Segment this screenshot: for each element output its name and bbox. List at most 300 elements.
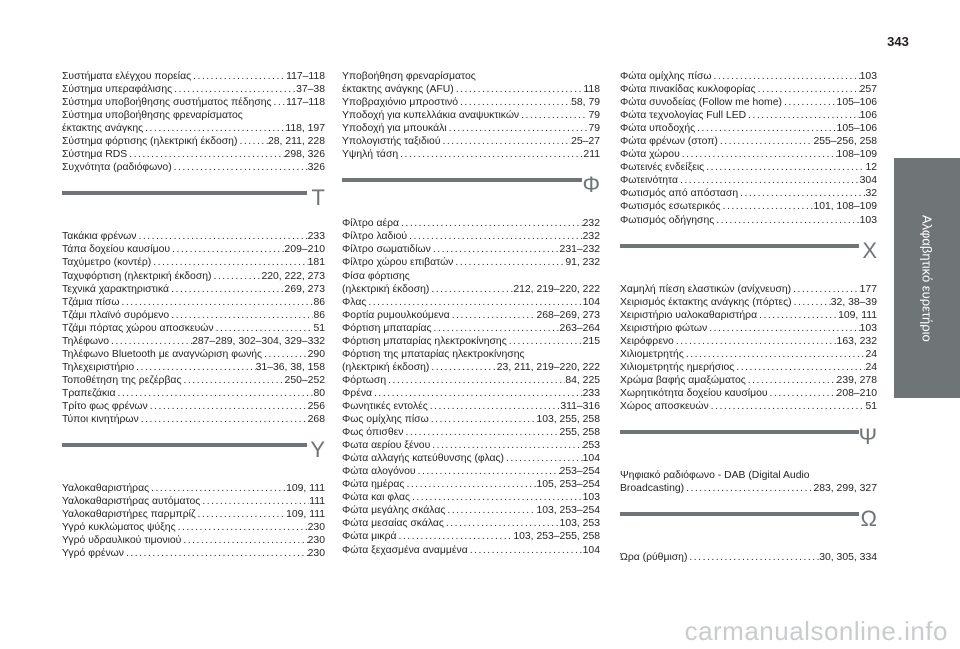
index-entry-row xyxy=(342,217,600,230)
index-column-1 xyxy=(62,70,325,560)
index-entry-pages: 232 xyxy=(582,218,600,230)
index-entry-row xyxy=(62,122,325,135)
index-entry-pages: 211 xyxy=(583,149,600,161)
index-entry xyxy=(620,400,877,413)
index-entry-pages: 250–252 xyxy=(284,374,325,386)
leader-dots xyxy=(119,296,313,309)
index-entry xyxy=(62,521,325,534)
leader-dots xyxy=(444,517,560,530)
index-entry-term: Φωτισμός από απόσταση xyxy=(620,188,739,200)
index-entry xyxy=(342,109,600,122)
index-entry-pages: 326 xyxy=(307,162,325,174)
index-entry-pages: 233 xyxy=(307,231,325,243)
index-entry-row xyxy=(342,530,600,543)
index-entry-term: Broadcasting) xyxy=(620,483,685,495)
leader-dots xyxy=(262,348,308,361)
leader-dots xyxy=(441,135,572,148)
index-entry-pages: 104 xyxy=(582,453,600,465)
index-entry xyxy=(62,400,325,413)
index-entry xyxy=(62,96,325,109)
index-entry-pages: 103 xyxy=(582,492,600,504)
index-entry-term: Ταχυφόρτιση (ηλεκτρική έκδοση) xyxy=(62,270,212,282)
index-entry-pages: 79 xyxy=(588,110,600,122)
index-entry-row xyxy=(620,322,877,335)
index-entry-pages: 311–316 xyxy=(560,400,600,412)
index-entry-row xyxy=(342,256,600,269)
index-entry-pages: 103, 253–255, 258 xyxy=(513,531,600,543)
index-entry-row xyxy=(62,521,325,534)
leader-dots xyxy=(714,214,859,227)
index-entry-term: Φώτα ομίχλης πίσω xyxy=(620,71,712,82)
index-entry-row xyxy=(342,83,600,96)
index-entry-row xyxy=(342,296,600,309)
leader-dots xyxy=(428,400,561,413)
index-entry-pages: 230 xyxy=(307,522,325,534)
index-entry-term: Υγρό υδραυλικού τιμονιού xyxy=(62,535,182,547)
leader-dots xyxy=(115,387,313,400)
index-entry-pages: 290 xyxy=(307,348,325,360)
leader-dots xyxy=(712,70,860,83)
index-entry-term: Φόρτιση μπαταρίας xyxy=(342,322,432,334)
index-entry-term: Υποβραχιόνιο μπροστινό xyxy=(342,97,458,109)
index-entry-term: Φίλτρο χώρου επιβατών xyxy=(342,257,454,269)
index-entry-row xyxy=(342,335,600,348)
index-entry xyxy=(62,161,325,174)
index-entry xyxy=(62,70,325,83)
leader-dots xyxy=(429,283,513,296)
leader-dots xyxy=(445,504,536,517)
page-number: 343 xyxy=(887,34,909,49)
index-entry-term: Τηλέφωνο Bluetooth με αναγνώριση φωνής xyxy=(62,348,263,360)
leader-dots xyxy=(399,217,583,230)
index-entry xyxy=(620,122,877,135)
index-entry-line: Φίσα φόρτισης xyxy=(342,270,410,282)
index-entry-pages: 269, 273 xyxy=(284,283,325,295)
index-entry-term: Χειρισμός έκτακτης ανάγκης (πόρτες) xyxy=(620,296,792,308)
leader-dots xyxy=(397,530,514,543)
index-entry-pages: 283, 299, 327 xyxy=(813,483,877,495)
index-entry-term: Φώτα χώρου xyxy=(620,149,680,161)
index-entry-row xyxy=(620,83,877,96)
index-entry-row xyxy=(342,361,600,374)
index-entry-term: Φωτα αερίου ξένου xyxy=(342,440,431,452)
leader-dots xyxy=(707,322,859,335)
leader-dots xyxy=(746,109,860,122)
index-entry-term: Χειρόφρενο xyxy=(620,335,674,347)
leader-dots xyxy=(416,465,560,478)
leader-dots xyxy=(109,335,192,348)
index-entry-row xyxy=(62,270,325,283)
leader-dots xyxy=(680,148,837,161)
index-entry-term: Σύστημα υπεραφάλισης xyxy=(62,84,173,96)
leader-dots xyxy=(170,243,284,256)
leader-dots xyxy=(468,544,583,557)
index-entry xyxy=(342,122,600,135)
index-entry-pages: 28, 211, 228 xyxy=(267,136,325,148)
leader-dots xyxy=(695,122,836,135)
index-entry-row xyxy=(620,161,877,174)
index-entry-term: Υγρό κυκλώματος ψύξης xyxy=(62,522,176,534)
index-entry-row xyxy=(62,296,325,309)
index-entry xyxy=(620,200,877,213)
index-entry-row xyxy=(62,96,325,109)
index-entry-pages: 253–254 xyxy=(559,466,600,478)
index-entry xyxy=(62,135,325,148)
index-entry-pages: 108–109 xyxy=(836,149,877,161)
index-entry xyxy=(620,148,877,161)
index-entry-row xyxy=(62,374,325,387)
leader-dots xyxy=(792,296,831,309)
index-entry xyxy=(342,348,600,374)
index-entry-term: Χειριστήριο φώτων xyxy=(620,322,708,334)
index-entry-row xyxy=(342,96,600,109)
index-entry-term: Φώτα συνοδείας (Follow me home) xyxy=(620,97,782,109)
index-entry-term: Χώρος αποσκευών xyxy=(620,400,709,412)
index-entry-pages: 24 xyxy=(865,348,877,360)
leader-dots xyxy=(127,148,284,161)
index-entry-pages: 181 xyxy=(307,257,325,269)
index-entry-pages: 80 xyxy=(313,387,325,399)
index-entry-row xyxy=(62,361,325,374)
index-entry xyxy=(62,296,325,309)
index-entry-term: Φρένα xyxy=(342,387,373,399)
index-entry-row xyxy=(342,452,600,465)
index-entry-pages: 103 xyxy=(859,322,877,334)
index-entry xyxy=(62,413,325,426)
section-rule xyxy=(620,244,859,248)
index-entry-pages: 118, 197 xyxy=(285,123,325,135)
index-entry-pages: 24 xyxy=(865,361,877,373)
leader-dots xyxy=(398,148,583,161)
leader-dots xyxy=(124,547,308,560)
index-entry-term: Τζάμι πλαϊνό συρόμενο xyxy=(62,309,170,321)
index-entry-pages: 103, 255, 258 xyxy=(536,414,600,426)
index-entry-term: Ώρα (ρύθμιση) xyxy=(620,552,688,564)
leader-dots xyxy=(176,521,308,534)
index-entry-row xyxy=(342,230,600,243)
index-entry-row xyxy=(62,322,325,335)
index-entry-line: Σύστημα υποβοήθησης φρεναρίσματος xyxy=(62,110,243,122)
leader-dots xyxy=(191,70,286,83)
index-entry xyxy=(62,270,325,283)
index-entry-row xyxy=(620,122,877,135)
index-entry xyxy=(342,70,600,96)
index-entry-pages: 231–232 xyxy=(559,244,600,256)
section-letter: Υ xyxy=(310,437,325,463)
index-entry-row xyxy=(342,491,600,504)
index-entry-row xyxy=(342,322,600,335)
index-entry-pages: 255, 258 xyxy=(559,427,600,439)
index-entry-pages: 220, 222, 273 xyxy=(261,270,325,282)
index-entry-term: (ηλεκτρική έκδοση) xyxy=(342,283,430,295)
index-entry xyxy=(62,482,325,495)
leader-dots xyxy=(684,482,813,495)
leader-dots xyxy=(181,534,307,547)
index-entry-term: Τηλέφωνο xyxy=(62,335,110,347)
index-entry-pages: 12 xyxy=(865,162,877,174)
index-entry-term: Σύστημα υποβοήθησης συστήματος πέδησης xyxy=(62,97,272,109)
leader-dots xyxy=(169,309,313,322)
index-entry xyxy=(62,243,325,256)
index-entry-term: Τζάμι πόρτας χώρου αποσκευών xyxy=(62,322,214,334)
index-entry-row xyxy=(342,439,600,452)
index-entry-row xyxy=(342,309,600,322)
leader-dots xyxy=(366,296,582,309)
index-entry-row xyxy=(620,214,877,227)
index-entry-term: Φίλτρο αέρα xyxy=(342,218,400,230)
index-entry-row xyxy=(62,547,325,560)
index-entry-pages: 256 xyxy=(307,400,325,412)
index-entry-row xyxy=(620,309,877,322)
index-entry-row xyxy=(620,174,877,187)
index-entry-pages: 111 xyxy=(309,496,325,508)
index-entry-row xyxy=(62,508,325,521)
index-entry-row xyxy=(620,148,877,161)
index-entry xyxy=(342,387,600,400)
section-heading xyxy=(620,239,877,277)
index-entry-pages: 106 xyxy=(859,110,877,122)
leader-dots xyxy=(704,161,865,174)
index-entry-term: Χαμηλή πίεση ελαστικών (ανίχνευση) xyxy=(620,283,792,295)
leader-dots xyxy=(678,174,860,187)
index-entry-term: έκτακτης ανάγκης (AFU) xyxy=(342,84,454,96)
leader-dots xyxy=(738,187,865,200)
index-entry-pages: 233 xyxy=(582,387,600,399)
index-entry xyxy=(62,109,325,135)
index-entry-row xyxy=(620,482,877,495)
index-entry-pages: 239, 278 xyxy=(836,374,877,386)
index-entry xyxy=(62,508,325,521)
section-letter: Φ xyxy=(582,172,600,198)
index-entry-pages: 105–106 xyxy=(836,97,877,109)
index-entry-term: Φωτισμός εσωτερικός xyxy=(620,201,721,213)
index-entry xyxy=(620,187,877,200)
index-entry-term: Τεχνικά χαρακτηριστικά xyxy=(62,283,170,295)
index-entry-pages: 84, 225 xyxy=(565,374,600,386)
leader-dots xyxy=(447,122,589,135)
index-entry-term: Ταχύμετρο (κοντέρ) xyxy=(62,257,152,269)
index-entry-pages: 212, 219–220, 222 xyxy=(513,283,600,295)
leader-dots xyxy=(134,361,256,374)
index-entry-pages: 104 xyxy=(582,296,600,308)
leader-dots xyxy=(151,256,307,269)
side-tab-label xyxy=(894,158,960,398)
index-entry-pages: 101, 108–109 xyxy=(813,201,877,213)
leader-dots xyxy=(746,374,837,387)
index-entry-row xyxy=(342,122,600,135)
leader-dots xyxy=(272,96,287,109)
index-entry xyxy=(342,400,600,413)
leader-dots xyxy=(674,335,837,348)
leader-dots xyxy=(721,200,814,213)
index-entry xyxy=(620,174,877,187)
index-entry-term: Χρώμα βαφής αμαξώματος xyxy=(620,374,746,386)
index-entry xyxy=(342,296,600,309)
index-entry-row xyxy=(620,187,877,200)
index-entry-row xyxy=(62,309,325,322)
index-entry-row xyxy=(62,482,325,495)
index-entry xyxy=(620,322,877,335)
index-entry-pages: 209–210 xyxy=(284,244,325,256)
index-entry-term: Τραπεζάκια xyxy=(62,387,116,399)
index-entry xyxy=(342,243,600,256)
index-entry-pages: 37–38 xyxy=(296,84,325,96)
index-entry-term: Τοποθέτηση της ρεζέρβας xyxy=(62,374,182,386)
index-entry-pages: 215 xyxy=(582,335,600,347)
section-rule xyxy=(62,443,307,447)
index-entry-row xyxy=(620,135,877,148)
index-entry-term: Φως ομίχλης πίσω xyxy=(342,414,429,426)
index-entry-term: Φώτα μεγάλης σκάλας xyxy=(342,505,446,517)
leader-dots xyxy=(169,283,284,296)
section-rule xyxy=(620,512,859,516)
index-entry-term: Συστήματα ελέγχου πορείας xyxy=(62,71,192,82)
index-entry xyxy=(342,230,600,243)
index-entry-row xyxy=(620,283,877,296)
index-entry-row xyxy=(62,243,325,256)
index-entry-term: Υποδοχή για μπουκάλι xyxy=(342,123,447,135)
index-entry-term: Σύστημα φόρτισης (ηλεκτρική έκδοση) xyxy=(62,136,238,148)
index-entry-pages: 25–27 xyxy=(571,136,600,148)
index-entry-term: Φώτα τεχνολογίας Full LED xyxy=(620,110,747,122)
index-entry-pages: 230 xyxy=(307,535,325,547)
index-entry-term: Χειριστήριο υαλοκαθαριστήρα xyxy=(620,309,758,321)
index-entry xyxy=(62,348,325,361)
index-entry-term: Υαλοκαθαριστήρας αυτόματος xyxy=(62,496,201,508)
index-entry xyxy=(62,534,325,547)
index-entry xyxy=(620,214,877,227)
index-entry-pages: 91, 232 xyxy=(565,257,600,269)
index-entry-term: Φίλτρο σωματιδίων xyxy=(342,244,431,256)
index-entry xyxy=(342,478,600,491)
index-entry-row xyxy=(620,335,877,348)
index-entry-term: (ηλεκτρική έκδοση) xyxy=(342,361,430,373)
index-entry-pages: 105, 253–254 xyxy=(536,479,600,491)
index-entry-pages: 32, 38–39 xyxy=(830,296,877,308)
index-entry xyxy=(62,361,325,374)
index-entry xyxy=(342,335,600,348)
index-entry-pages: 105–106 xyxy=(836,123,877,135)
index-entry-term: Φώτα ημέρας xyxy=(342,479,405,491)
index-entry-pages: 30, 305, 334 xyxy=(819,552,877,564)
index-entry-pages: 255–256, 258 xyxy=(813,136,877,148)
leader-dots xyxy=(718,135,814,148)
index-entry-row xyxy=(62,135,325,148)
index-entry-row xyxy=(62,335,325,348)
index-entry-term: Φώτα μικρά xyxy=(342,531,397,543)
index-entry-row xyxy=(62,283,325,296)
leader-dots xyxy=(237,135,268,148)
index-entry xyxy=(342,270,600,296)
index-entry xyxy=(342,135,600,148)
index-entry-row xyxy=(62,148,325,161)
index-entry-row xyxy=(62,348,325,361)
index-entry-pages: 268 xyxy=(307,414,325,426)
index-entry-term: Υαλοκαθαριστήρες παρμπρίζ xyxy=(62,509,196,521)
index-entry xyxy=(342,530,600,543)
index-entry-row xyxy=(342,504,600,517)
side-tab-text: Αλφαβητικό ευρετήριο xyxy=(919,214,935,342)
index-entry-pages: 230 xyxy=(307,548,325,560)
index-entry-line: Φόρτιση της μπαταρίας ηλεκτροκίνησης xyxy=(342,348,525,360)
index-entry-row xyxy=(62,70,325,83)
index-entry xyxy=(620,361,877,374)
leader-dots xyxy=(143,122,285,135)
index-entry xyxy=(620,551,877,564)
index-entry xyxy=(62,230,325,243)
index-entry-term: Φώτα πινακίδας κυκλοφορίας xyxy=(620,84,756,96)
index-entry-term: Φώτα αλογόνου xyxy=(342,466,416,478)
index-entry-term: Τζάμια πίσω xyxy=(62,296,120,308)
index-entry-row xyxy=(342,374,600,387)
leader-dots xyxy=(196,508,287,521)
index-entry xyxy=(342,148,600,161)
index-entry-pages: 103 xyxy=(859,71,877,82)
leader-dots xyxy=(431,243,560,256)
leader-dots xyxy=(504,452,583,465)
index-entry-pages: 287–289, 302–304, 329–332 xyxy=(192,335,325,347)
index-entry-pages: 32 xyxy=(865,188,877,200)
index-entry-pages: 117–118 xyxy=(286,97,325,109)
index-entry xyxy=(620,135,877,148)
leader-dots xyxy=(756,83,860,96)
index-entry-pages: 58, 79 xyxy=(571,97,600,109)
index-entry xyxy=(342,256,600,269)
section-rule xyxy=(620,430,859,434)
leader-dots xyxy=(684,348,866,361)
index-entry-term: Φώτα ξεχασμένα αναμμένα xyxy=(342,544,468,556)
index-entry xyxy=(620,296,877,309)
index-entry-row xyxy=(62,534,325,547)
index-entry-pages: 253 xyxy=(582,440,600,452)
index-entry-pages: 177 xyxy=(859,283,877,295)
index-entry-term: Φόρτωση xyxy=(342,374,387,386)
leader-dots xyxy=(507,335,583,348)
leader-dots xyxy=(403,426,559,439)
index-entry-pages: 117–118 xyxy=(286,71,325,82)
index-entry-pages: 51 xyxy=(865,400,877,412)
index-entry xyxy=(620,309,877,322)
index-entry xyxy=(62,83,325,96)
index-entry-pages: 268–269, 273 xyxy=(536,309,600,321)
index-entry-term: Σύστημα RDS xyxy=(62,149,128,161)
index-entry xyxy=(342,504,600,517)
index-entry xyxy=(62,256,325,269)
index-entry-pages: 103 xyxy=(859,214,877,226)
index-entry-pages: 109, 111 xyxy=(286,483,325,495)
leader-dots xyxy=(687,551,819,564)
index-entry xyxy=(342,374,600,387)
leader-dots xyxy=(211,270,261,283)
index-entry xyxy=(342,452,600,465)
index-entry-pages: 163, 232 xyxy=(836,335,877,347)
index-entry-row xyxy=(620,70,877,83)
index-entry xyxy=(342,309,600,322)
index-entry xyxy=(62,322,325,335)
index-entry-pages: 263–264 xyxy=(559,322,600,334)
index-entry-pages: 79 xyxy=(588,123,600,135)
index-entry xyxy=(62,374,325,387)
leader-dots xyxy=(430,439,582,452)
index-entry xyxy=(620,387,877,400)
index-entry xyxy=(62,309,325,322)
index-entry-pages: 118 xyxy=(583,84,600,96)
leader-dots xyxy=(454,83,584,96)
section-rule xyxy=(62,191,307,195)
index-entry xyxy=(62,495,325,508)
index-entry-pages: 109, 111 xyxy=(286,509,325,521)
index-entry-row xyxy=(620,109,877,122)
